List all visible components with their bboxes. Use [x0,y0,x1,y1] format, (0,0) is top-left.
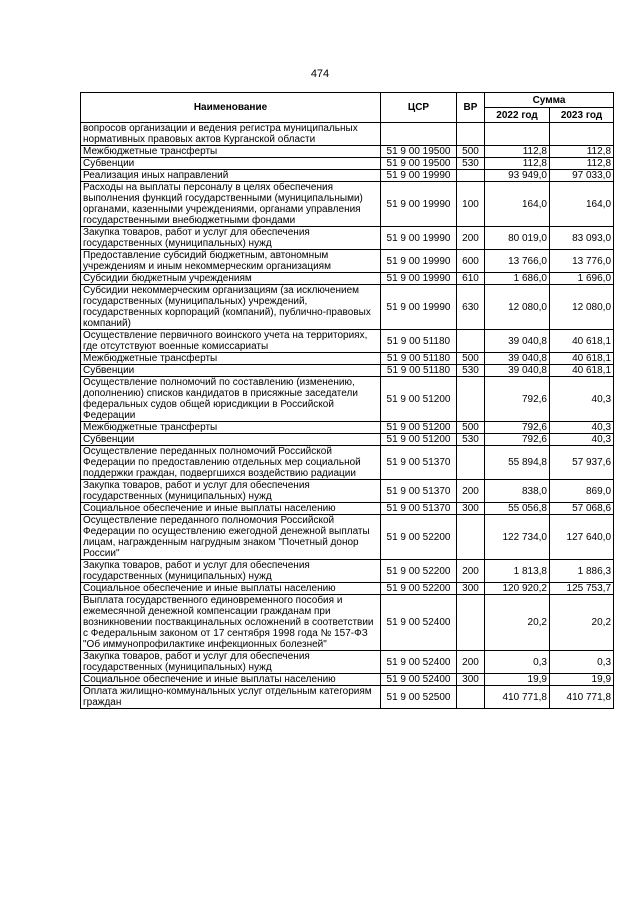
row-sum-2022: 0,3 [485,651,550,674]
row-name: Осуществление переданного полномочия Российской Федерации по осуществлению ежегодной денежной выплаты лицам, награжденным нагрудным знаком "Почетный донор России" [81,515,381,560]
row-vr: 200 [457,651,485,674]
row-vr: 300 [457,583,485,595]
row-sum-2022: 55 056,8 [485,503,550,515]
row-name: Социальное обеспечение и иные выплаты населению [81,503,381,515]
row-csr: 51 9 00 51200 [381,422,457,434]
row-csr: 51 9 00 52400 [381,595,457,651]
row-vr: 100 [457,182,485,227]
row-name: Расходы на выплаты персоналу в целях обеспечения выполнения функций государственными (муниципальными) органами, казенными учреждениями, органами управления государственными внебюджетными фондами [81,182,381,227]
row-csr [381,123,457,146]
table-row [81,285,614,330]
row-sum-2023: 112,8 [550,146,614,158]
row-vr: 530 [457,434,485,446]
row-sum-2023: 125 753,7 [550,583,614,595]
table-row [81,250,614,273]
row-csr: 51 9 00 52200 [381,583,457,595]
row-sum-2022: 93 949,0 [485,170,550,182]
row-vr [457,377,485,422]
row-sum-2022: 122 734,0 [485,515,550,560]
row-sum-2022 [485,123,550,146]
row-sum-2023: 410 771,8 [550,686,614,709]
row-name: Субсидии некоммерческим организациям (за исключением государственных (муниципальных) учреждений, государственных корпораций (компаний), публично-правовых компаний) [81,285,381,330]
table-row [81,651,614,674]
row-sum-2022: 39 040,8 [485,353,550,365]
row-csr: 51 9 00 19990 [381,227,457,250]
row-sum-2022: 164,0 [485,182,550,227]
row-csr: 51 9 00 51370 [381,480,457,503]
table-row [81,434,614,446]
row-name: Субсидии бюджетным учреждениям [81,273,381,285]
header-sum: Сумма [485,93,614,108]
row-sum-2022: 120 920,2 [485,583,550,595]
row-vr: 530 [457,365,485,377]
row-vr [457,446,485,480]
row-csr: 51 9 00 19500 [381,146,457,158]
row-csr: 51 9 00 51200 [381,434,457,446]
row-name: Осуществление переданных полномочий Российской Федерации по предоставлению отдельных мер социальной поддержки граждан, подвергшихся воздействию радиации [81,446,381,480]
row-csr: 51 9 00 52200 [381,515,457,560]
row-sum-2022: 410 771,8 [485,686,550,709]
row-csr: 51 9 00 51180 [381,330,457,353]
row-sum-2023: 12 080,0 [550,285,614,330]
row-vr: 500 [457,422,485,434]
budget-table [80,92,614,709]
row-sum-2023: 19,9 [550,674,614,686]
row-name: Субвенции [81,365,381,377]
row-csr: 51 9 00 19500 [381,158,457,170]
row-vr: 200 [457,560,485,583]
row-name: Осуществление полномочий по составлению (изменению, дополнению) списков кандидатов в присяжные заседатели федеральных судов общей юрисдикции в Российской Федерации [81,377,381,422]
row-name: Закупка товаров, работ и услуг для обеспечения государственных (муниципальных) нужд [81,480,381,503]
row-vr [457,330,485,353]
table-row [81,515,614,560]
table-body [81,123,614,709]
row-name: Социальное обеспечение и иные выплаты населению [81,674,381,686]
row-name: Межбюджетные трансферты [81,353,381,365]
table-row [81,422,614,434]
table-header [81,93,614,123]
table-row [81,446,614,480]
row-name: Социальное обеспечение и иные выплаты населению [81,583,381,595]
row-name: Закупка товаров, работ и услуг для обеспечения государственных (муниципальных) нужд [81,560,381,583]
row-name: Оплата жилищно-коммунальных услуг отдельным категориям граждан [81,686,381,709]
row-vr: 300 [457,503,485,515]
row-sum-2022: 39 040,8 [485,365,550,377]
row-name: Реализация иных направлений [81,170,381,182]
row-sum-2023: 20,2 [550,595,614,651]
row-sum-2023 [550,123,614,146]
row-sum-2022: 55 894,8 [485,446,550,480]
row-sum-2023: 57 937,6 [550,446,614,480]
row-vr: 600 [457,250,485,273]
row-sum-2023: 164,0 [550,182,614,227]
row-sum-2022: 19,9 [485,674,550,686]
row-vr [457,515,485,560]
row-name: Межбюджетные трансферты [81,422,381,434]
row-vr [457,170,485,182]
row-csr: 51 9 00 51370 [381,446,457,480]
header-name: Наименование [81,93,381,123]
table-row [81,330,614,353]
row-sum-2023: 97 033,0 [550,170,614,182]
row-csr: 51 9 00 51180 [381,365,457,377]
row-csr: 51 9 00 52500 [381,686,457,709]
table-row [81,158,614,170]
row-sum-2023: 40 618,1 [550,330,614,353]
row-sum-2022: 1 686,0 [485,273,550,285]
row-sum-2022: 39 040,8 [485,330,550,353]
table-row [81,503,614,515]
row-name: вопросов организации и ведения регистра муниципальных нормативных правовых актов Курганской области [81,123,381,146]
row-name: Закупка товаров, работ и услуг для обеспечения государственных (муниципальных) нужд [81,651,381,674]
row-sum-2023: 40 618,1 [550,365,614,377]
header-year-2023: 2023 год [550,108,614,123]
row-sum-2023: 40 618,1 [550,353,614,365]
row-sum-2022: 838,0 [485,480,550,503]
table-row [81,595,614,651]
row-sum-2023: 57 068,6 [550,503,614,515]
row-csr: 51 9 00 19990 [381,285,457,330]
header-year-2022: 2022 год [485,108,550,123]
row-vr: 630 [457,285,485,330]
row-name: Осуществление первичного воинского учета на территориях, где отсутствуют военные комиссариаты [81,330,381,353]
row-vr: 200 [457,480,485,503]
row-name: Субвенции [81,434,381,446]
table-row [81,674,614,686]
row-csr: 51 9 00 19990 [381,250,457,273]
table-row [81,123,614,146]
row-sum-2022: 20,2 [485,595,550,651]
row-vr [457,123,485,146]
table-row [81,686,614,709]
row-vr: 500 [457,353,485,365]
row-vr: 300 [457,674,485,686]
row-name: Выплата государственного единовременного пособия и ежемесячной денежной компенсации гражданам при возникновении поствакцинальных осложнений в соответствии с Федеральным законом от 17 сентября 1998 года № 157-ФЗ "Об иммунопрофилактике инфекционных болезней" [81,595,381,651]
row-name: Закупка товаров, работ и услуг для обеспечения государственных (муниципальных) нужд [81,227,381,250]
row-vr [457,595,485,651]
page-number: 474 [310,68,330,80]
table-row [81,273,614,285]
table-row [81,146,614,158]
table-row [81,560,614,583]
row-sum-2022: 792,6 [485,422,550,434]
table-row [81,182,614,227]
table-row [81,480,614,503]
row-csr: 51 9 00 51200 [381,377,457,422]
table-row [81,377,614,422]
header-vr: ВР [457,93,485,123]
row-sum-2022: 1 813,8 [485,560,550,583]
row-sum-2023: 127 640,0 [550,515,614,560]
header-csr: ЦСР [381,93,457,123]
row-sum-2023: 1 886,3 [550,560,614,583]
row-sum-2023: 40,3 [550,434,614,446]
table-row [81,365,614,377]
row-sum-2023: 40,3 [550,377,614,422]
row-sum-2023: 13 776,0 [550,250,614,273]
row-csr: 51 9 00 19990 [381,182,457,227]
row-csr: 51 9 00 52200 [381,560,457,583]
row-sum-2022: 112,8 [485,158,550,170]
row-sum-2023: 83 093,0 [550,227,614,250]
table-row [81,227,614,250]
row-sum-2022: 112,8 [485,146,550,158]
row-vr [457,686,485,709]
row-sum-2022: 12 080,0 [485,285,550,330]
table-row [81,353,614,365]
row-sum-2023: 1 696,0 [550,273,614,285]
row-csr: 51 9 00 52400 [381,674,457,686]
row-name: Субвенции [81,158,381,170]
row-name: Предоставление субсидий бюджетным, автономным учреждениям и иным некоммерческим организациям [81,250,381,273]
row-sum-2022: 13 766,0 [485,250,550,273]
row-sum-2023: 112,8 [550,158,614,170]
row-vr: 530 [457,158,485,170]
row-vr: 200 [457,227,485,250]
row-sum-2022: 792,6 [485,377,550,422]
row-csr: 51 9 00 51370 [381,503,457,515]
row-vr: 610 [457,273,485,285]
row-sum-2023: 869,0 [550,480,614,503]
row-sum-2022: 80 019,0 [485,227,550,250]
row-csr: 51 9 00 19990 [381,170,457,182]
row-csr: 51 9 00 19990 [381,273,457,285]
row-sum-2022: 792,6 [485,434,550,446]
row-name: Межбюджетные трансферты [81,146,381,158]
row-sum-2023: 40,3 [550,422,614,434]
row-csr: 51 9 00 52400 [381,651,457,674]
row-sum-2023: 0,3 [550,651,614,674]
table-row [81,583,614,595]
row-csr: 51 9 00 51180 [381,353,457,365]
table-row [81,170,614,182]
row-vr: 500 [457,146,485,158]
